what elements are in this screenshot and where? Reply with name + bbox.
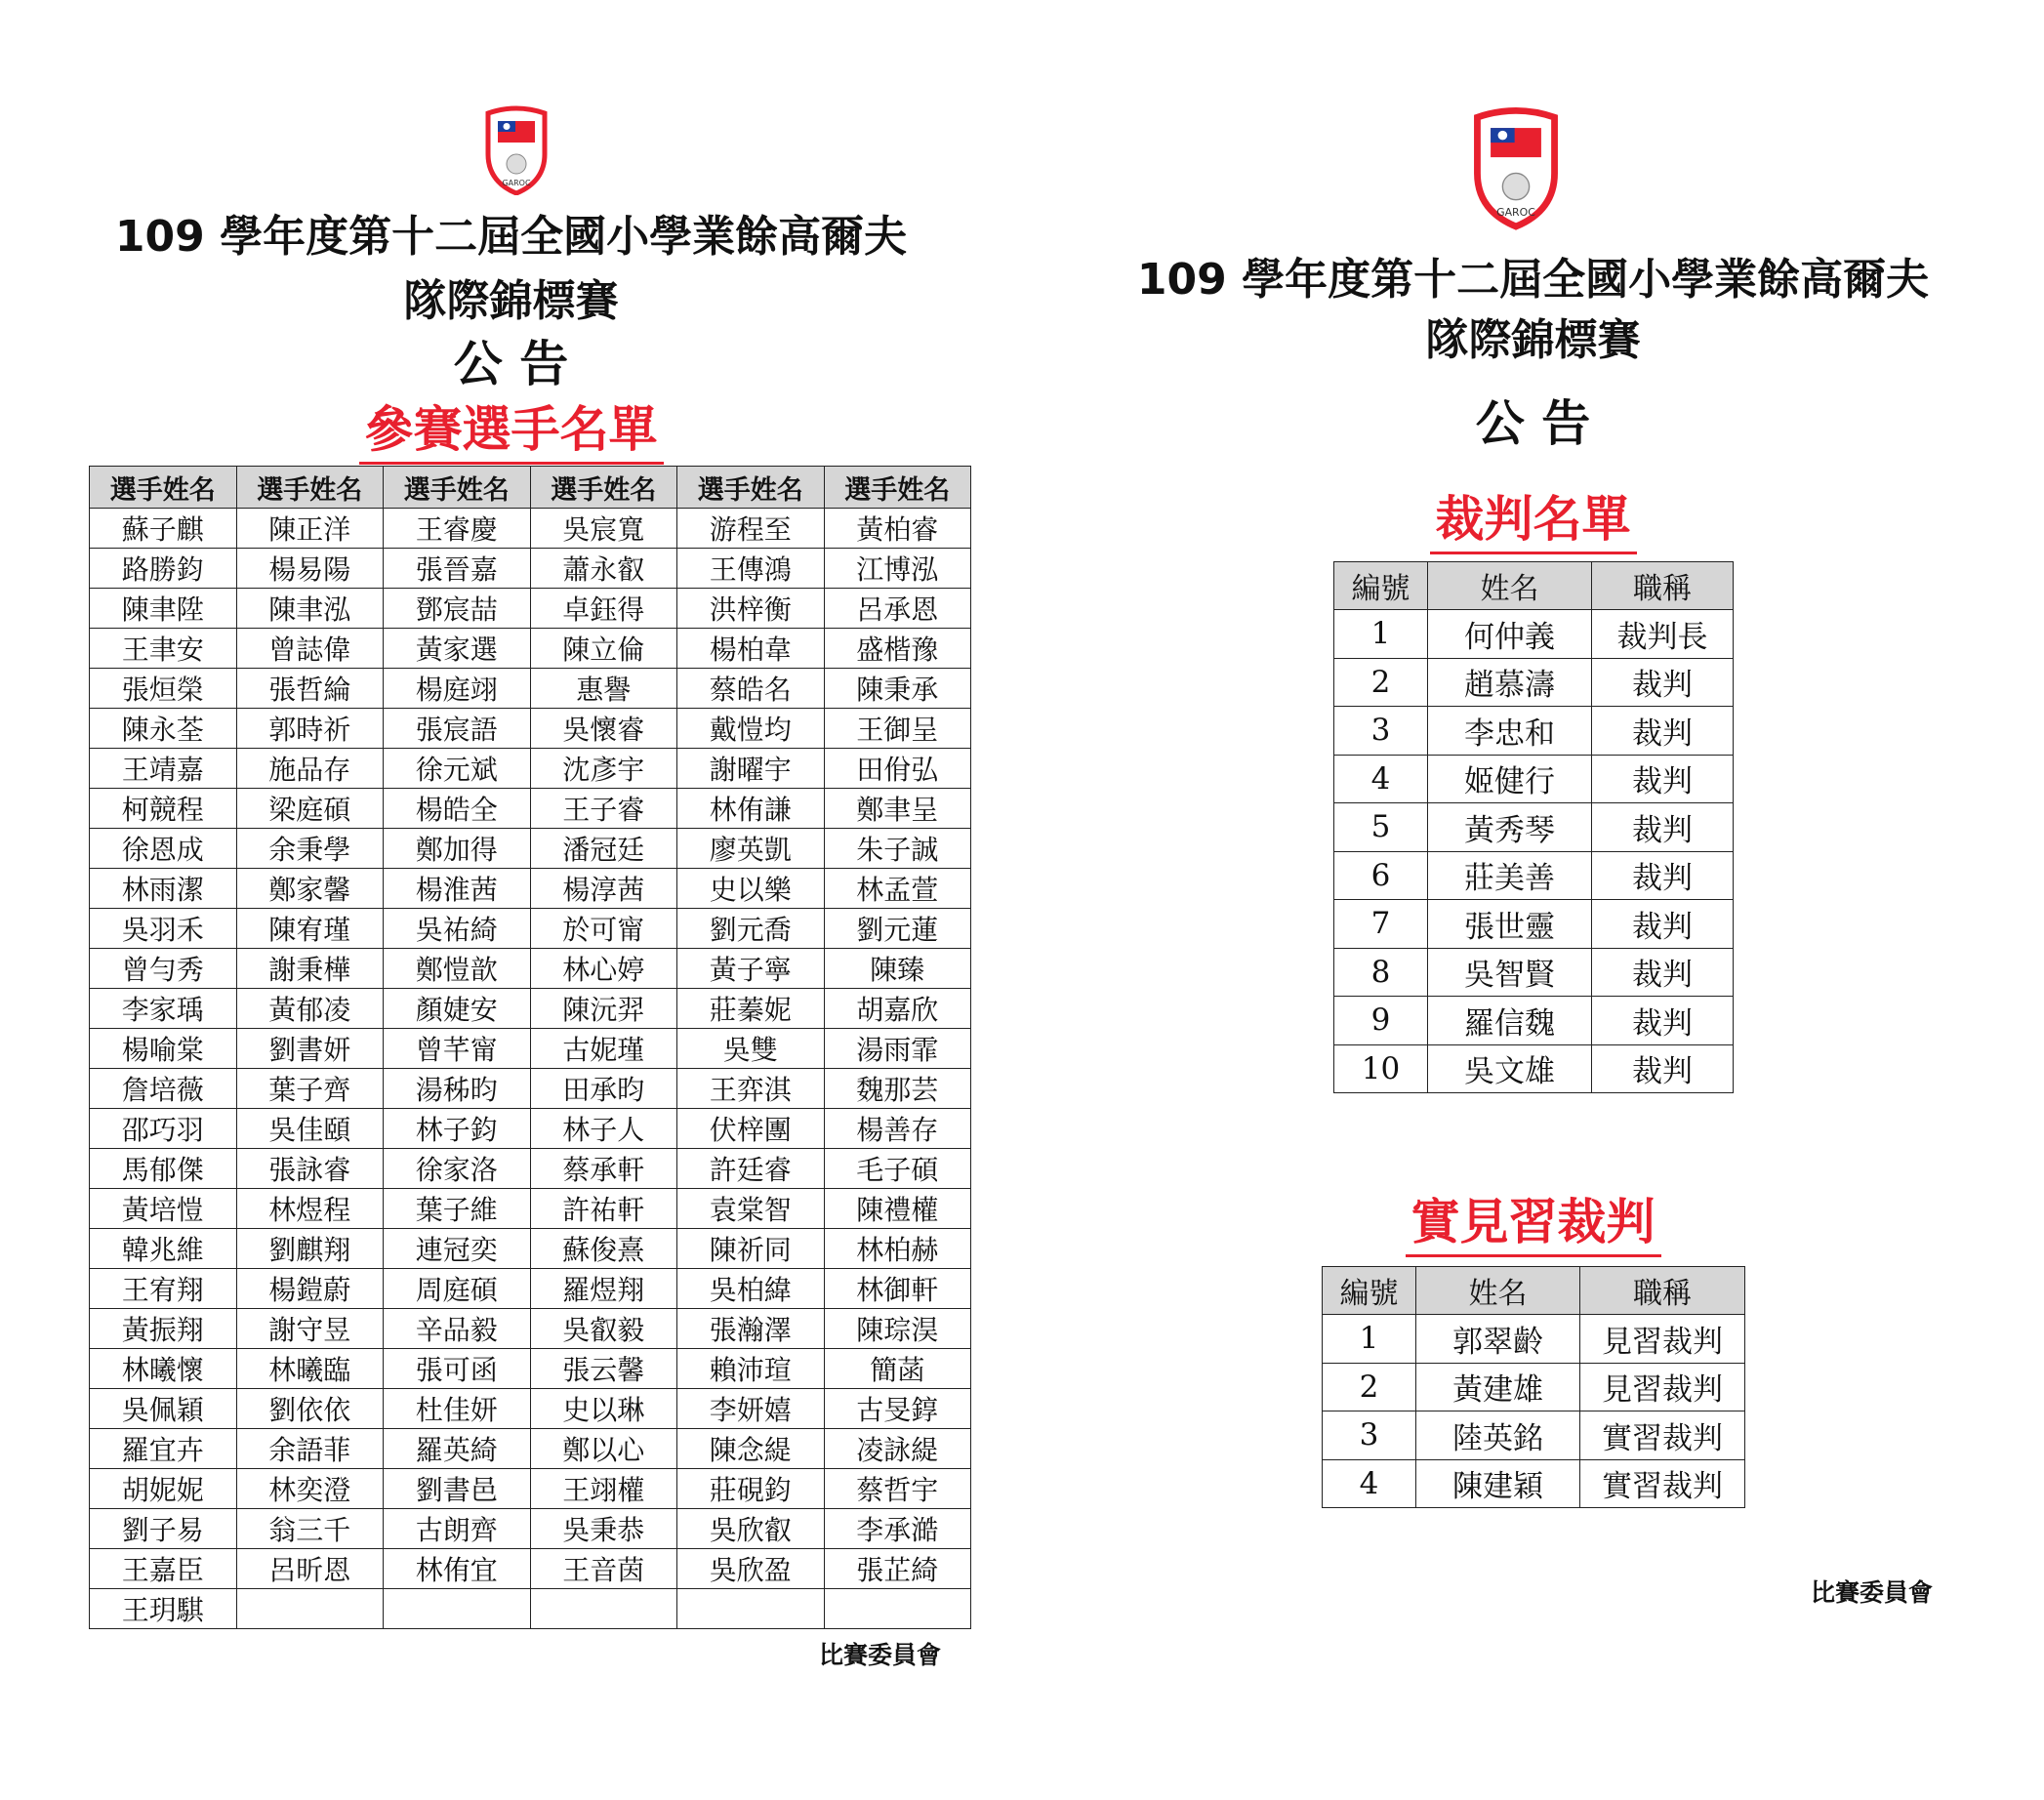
table-cell: 羅宜卉 [90, 1429, 237, 1469]
table-cell: 吳佳頤 [236, 1109, 384, 1149]
table-cell [530, 1589, 677, 1629]
referee-row [1334, 1044, 1734, 1093]
player-row [90, 829, 971, 869]
referee-table [1333, 561, 1734, 1093]
table-cell: 裁判 [1592, 900, 1734, 949]
column-header: 職稱 [1580, 1267, 1745, 1315]
table-cell: 曾勻秀 [90, 949, 237, 989]
table-cell: 辛品毅 [384, 1309, 531, 1349]
table-cell: 陸英銘 [1416, 1411, 1580, 1460]
table-cell: 黃家選 [384, 629, 531, 669]
player-row [90, 1229, 971, 1269]
table-cell: 姬健行 [1428, 755, 1592, 803]
table-cell: 楊淮茜 [384, 869, 531, 909]
players-list-heading [0, 390, 1022, 461]
table-cell: 陳聿泓 [236, 589, 384, 629]
table-cell: 潘冠廷 [530, 829, 677, 869]
table-cell: 徐恩成 [90, 829, 237, 869]
committee-footer: 比賽委員會 [819, 1641, 942, 1669]
table-cell: 李承澔 [824, 1509, 971, 1549]
table-cell: 謝曜宇 [677, 749, 825, 789]
table-cell: 郭翠齡 [1416, 1315, 1580, 1364]
trainee-referee-heading [1022, 1183, 2044, 1253]
table-cell: 吳雙 [677, 1029, 825, 1069]
table-cell: 陳禮權 [824, 1189, 971, 1229]
table-cell: 謝秉樺 [236, 949, 384, 989]
notice-heading: 公 告 [1475, 395, 1591, 452]
table-cell: 路勝鈞 [90, 549, 237, 589]
table-cell: 蘇俊熹 [530, 1229, 677, 1269]
table-cell: 馬郁傑 [90, 1149, 237, 1189]
table-cell: 蘇子麒 [90, 509, 237, 549]
referee-row [1334, 658, 1734, 707]
player-row [90, 869, 971, 909]
player-row [90, 1389, 971, 1429]
right-notice-page [1022, 0, 2044, 1800]
player-row [90, 549, 971, 589]
column-header: 選手姓名 [530, 467, 677, 509]
table-cell: 裁判 [1592, 997, 1734, 1045]
table-cell: 2 [1323, 1363, 1416, 1411]
table-cell: 吳智賢 [1428, 948, 1592, 997]
table-cell: 莊蓁妮 [677, 989, 825, 1029]
table-cell: 魏那芸 [824, 1069, 971, 1109]
table-cell: 鄭以心 [530, 1429, 677, 1469]
table-cell: 吳佩穎 [90, 1389, 237, 1429]
trainee-referee-heading-text: 實見習裁判 [1406, 1194, 1661, 1257]
table-cell: 林子人 [530, 1109, 677, 1149]
player-row [90, 1429, 971, 1469]
table-cell: 羅煜翔 [530, 1269, 677, 1309]
player-row [90, 1189, 971, 1229]
table-cell: 余秉學 [236, 829, 384, 869]
table-cell: 吳欣盈 [677, 1549, 825, 1589]
table-cell: 陳祈同 [677, 1229, 825, 1269]
table-cell: 史以樂 [677, 869, 825, 909]
table-cell: 惠譽 [530, 669, 677, 709]
player-row [90, 909, 971, 949]
table-cell: 曾誌偉 [236, 629, 384, 669]
table-cell: 吳秉恭 [530, 1509, 677, 1549]
table-cell: 2 [1334, 658, 1428, 707]
committee-footer: 比賽委員會 [1811, 1578, 1934, 1607]
player-row [90, 1509, 971, 1549]
table-cell: 4 [1323, 1459, 1416, 1508]
table-cell: 田佾弘 [824, 749, 971, 789]
referee-row [1334, 851, 1734, 900]
table-cell: 徐元斌 [384, 749, 531, 789]
player-row [90, 749, 971, 789]
players-table [89, 466, 971, 1629]
table-cell: 劉依依 [236, 1389, 384, 1429]
table-cell: 林煜程 [236, 1189, 384, 1229]
table-cell: 王翊權 [530, 1469, 677, 1509]
table-cell: 裁判 [1592, 1044, 1734, 1093]
column-header: 編號 [1334, 562, 1428, 610]
table-cell: 3 [1323, 1411, 1416, 1460]
table-cell: 王弈淇 [677, 1069, 825, 1109]
table-cell: 劉書邑 [384, 1469, 531, 1509]
table-cell: 實習裁判 [1580, 1459, 1745, 1508]
table-cell: 1 [1323, 1315, 1416, 1364]
player-row [90, 789, 971, 829]
table-cell: 徐家洛 [384, 1149, 531, 1189]
player-row [90, 1589, 971, 1629]
table-cell: 楊皓全 [384, 789, 531, 829]
table-cell: 張云馨 [530, 1349, 677, 1389]
table-cell: 張哲綸 [236, 669, 384, 709]
table-cell: 胡嘉欣 [824, 989, 971, 1029]
table-cell: 見習裁判 [1580, 1363, 1745, 1411]
table-cell: 李家瑀 [90, 989, 237, 1029]
referee-row [1334, 803, 1734, 852]
table-cell: 王子睿 [530, 789, 677, 829]
table-cell: 莊硯鈞 [677, 1469, 825, 1509]
table-cell [384, 1589, 531, 1629]
table-cell: 韓兆維 [90, 1229, 237, 1269]
logo-text: GAROC [502, 179, 531, 187]
table-cell: 羅英綺 [384, 1429, 531, 1469]
table-cell: 楊柏韋 [677, 629, 825, 669]
page-title-line1: 109 學年度第十二屆全國小學業餘高爾夫 [114, 212, 908, 262]
garoc-shield-logo-icon [1472, 105, 1560, 230]
referee-list-heading [1022, 480, 2044, 551]
table-cell: 葉子齊 [236, 1069, 384, 1109]
table-cell: 邵巧羽 [90, 1109, 237, 1149]
table-cell: 林奕澄 [236, 1469, 384, 1509]
player-row [90, 1029, 971, 1069]
table-cell: 林子鈞 [384, 1109, 531, 1149]
table-cell: 黃培愷 [90, 1189, 237, 1229]
column-header: 編號 [1323, 1267, 1416, 1315]
table-cell: 吳宸寬 [530, 509, 677, 549]
players-header-row [90, 467, 971, 509]
table-cell: 張晉嘉 [384, 549, 531, 589]
table-cell: 王嘉臣 [90, 1549, 237, 1589]
table-cell: 王聿安 [90, 629, 237, 669]
referee-row [1334, 997, 1734, 1045]
table-cell: 凌詠緹 [824, 1429, 971, 1469]
table-cell: 蕭永叡 [530, 549, 677, 589]
trainee-header-row [1323, 1267, 1745, 1315]
player-row [90, 709, 971, 749]
referee-row [1334, 707, 1734, 756]
table-cell: 鄭愷歆 [384, 949, 531, 989]
table-cell: 裁判 [1592, 803, 1734, 852]
table-cell: 郭時祈 [236, 709, 384, 749]
table-cell: 洪梓衡 [677, 589, 825, 629]
table-cell: 湯秭昀 [384, 1069, 531, 1109]
table-cell: 林侑謙 [677, 789, 825, 829]
table-cell: 裁判 [1592, 948, 1734, 997]
player-row [90, 1109, 971, 1149]
player-row [90, 989, 971, 1029]
table-cell: 張世靈 [1428, 900, 1592, 949]
table-cell: 裁判 [1592, 707, 1734, 756]
column-header: 選手姓名 [90, 467, 237, 509]
table-cell: 陳永荃 [90, 709, 237, 749]
table-cell: 袁棠智 [677, 1189, 825, 1229]
table-cell: 張宸語 [384, 709, 531, 749]
table-cell: 劉麒翔 [236, 1229, 384, 1269]
table-cell: 黃秀琴 [1428, 803, 1592, 852]
table-cell: 於可甯 [530, 909, 677, 949]
player-row [90, 1069, 971, 1109]
table-cell: 游程至 [677, 509, 825, 549]
table-cell: 曾芊甯 [384, 1029, 531, 1069]
table-cell: 陳沅羿 [530, 989, 677, 1029]
table-cell: 盛楷豫 [824, 629, 971, 669]
table-cell: 林孟萱 [824, 869, 971, 909]
table-cell: 楊鎧蔚 [236, 1269, 384, 1309]
referee-header-row [1334, 562, 1734, 610]
table-cell: 江博泓 [824, 549, 971, 589]
table-cell: 7 [1334, 900, 1428, 949]
table-cell: 林曦懷 [90, 1349, 237, 1389]
player-row [90, 1309, 971, 1349]
table-cell: 王傳鴻 [677, 549, 825, 589]
column-header: 選手姓名 [236, 467, 384, 509]
table-cell: 楊淳茜 [530, 869, 677, 909]
table-cell: 陳念緹 [677, 1429, 825, 1469]
table-cell: 柯競程 [90, 789, 237, 829]
table-cell: 楊喻棠 [90, 1029, 237, 1069]
table-cell: 黃柏睿 [824, 509, 971, 549]
column-header: 選手姓名 [677, 467, 825, 509]
table-cell: 鄭加得 [384, 829, 531, 869]
column-header: 選手姓名 [824, 467, 971, 509]
table-cell: 林柏赫 [824, 1229, 971, 1269]
player-row [90, 589, 971, 629]
table-cell: 楊易陽 [236, 549, 384, 589]
table-cell: 古朗齊 [384, 1509, 531, 1549]
trainee-row [1323, 1459, 1745, 1508]
table-cell: 3 [1334, 707, 1428, 756]
column-header: 職稱 [1592, 562, 1734, 610]
table-cell: 陳聿陞 [90, 589, 237, 629]
trainee-row [1323, 1363, 1745, 1411]
table-cell: 王御呈 [824, 709, 971, 749]
table-cell: 王睿慶 [384, 509, 531, 549]
player-row [90, 1349, 971, 1389]
player-row [90, 949, 971, 989]
table-cell: 蔡皓名 [677, 669, 825, 709]
table-cell [236, 1589, 384, 1629]
table-cell: 劉書妍 [236, 1029, 384, 1069]
table-cell: 劉元喬 [677, 909, 825, 949]
referee-row [1334, 948, 1734, 997]
table-cell: 林心婷 [530, 949, 677, 989]
table-cell: 8 [1334, 948, 1428, 997]
table-cell: 5 [1334, 803, 1428, 852]
table-cell: 黃振翔 [90, 1309, 237, 1349]
garoc-shield-logo-icon [484, 105, 549, 195]
player-row [90, 1549, 971, 1589]
referee-row [1334, 900, 1734, 949]
column-header: 選手姓名 [384, 467, 531, 509]
table-cell: 黃郁凌 [236, 989, 384, 1029]
table-cell: 裁判 [1592, 658, 1734, 707]
table-cell [677, 1589, 825, 1629]
table-cell: 梁庭碩 [236, 789, 384, 829]
table-cell: 古旻錞 [824, 1389, 971, 1429]
table-cell: 10 [1334, 1044, 1428, 1093]
table-cell: 黃建雄 [1416, 1363, 1580, 1411]
player-row [90, 1469, 971, 1509]
table-cell: 葉子維 [384, 1189, 531, 1229]
table-cell: 連冠奕 [384, 1229, 531, 1269]
trainee-row [1323, 1315, 1745, 1364]
table-cell: 王靖嘉 [90, 749, 237, 789]
table-cell: 楊庭翊 [384, 669, 531, 709]
table-cell: 陳正洋 [236, 509, 384, 549]
table-cell: 翁三千 [236, 1509, 384, 1549]
table-cell: 陳臻 [824, 949, 971, 989]
table-cell: 羅信魏 [1428, 997, 1592, 1045]
table-cell: 林御軒 [824, 1269, 971, 1309]
referee-row [1334, 610, 1734, 659]
table-cell: 周庭碩 [384, 1269, 531, 1309]
table-cell: 賴沛瑄 [677, 1349, 825, 1389]
page-title-line2: 隊際錦標賽 [403, 276, 619, 326]
table-cell: 卓鈺得 [530, 589, 677, 629]
table-cell: 蔡承軒 [530, 1149, 677, 1189]
table-cell: 鄧宸喆 [384, 589, 531, 629]
table-cell: 陳建穎 [1416, 1459, 1580, 1508]
table-cell [824, 1589, 971, 1629]
table-cell: 王音茵 [530, 1549, 677, 1589]
logo-text: GAROC [1496, 206, 1535, 220]
page-title-line1: 109 學年度第十二屆全國小學業餘高爾夫 [1136, 255, 1930, 305]
table-cell: 陳立倫 [530, 629, 677, 669]
table-cell: 李妍嬉 [677, 1389, 825, 1429]
table-cell: 張詠睿 [236, 1149, 384, 1189]
player-row [90, 669, 971, 709]
table-cell: 杜佳妍 [384, 1389, 531, 1429]
table-cell: 實習裁判 [1580, 1411, 1745, 1460]
table-cell: 蔡哲宇 [824, 1469, 971, 1509]
table-cell: 呂承恩 [824, 589, 971, 629]
player-row [90, 509, 971, 549]
table-cell: 余語菲 [236, 1429, 384, 1469]
referee-list-heading-text: 裁判名單 [1430, 491, 1637, 554]
player-row [90, 629, 971, 669]
page-title-line2: 隊際錦標賽 [1425, 315, 1641, 365]
table-cell: 吳柏緯 [677, 1269, 825, 1309]
table-cell: 湯雨霏 [824, 1029, 971, 1069]
table-cell: 詹培薇 [90, 1069, 237, 1109]
table-cell: 何仲義 [1428, 610, 1592, 659]
table-cell: 朱子誠 [824, 829, 971, 869]
table-cell: 廖英凱 [677, 829, 825, 869]
table-cell: 李忠和 [1428, 707, 1592, 756]
trainee-referee-table [1322, 1266, 1745, 1508]
trainee-row [1323, 1411, 1745, 1460]
table-cell: 謝守昱 [236, 1309, 384, 1349]
table-cell: 陳秉承 [824, 669, 971, 709]
table-cell: 鄭聿呈 [824, 789, 971, 829]
table-cell: 張烜榮 [90, 669, 237, 709]
notice-heading: 公 告 [453, 336, 569, 392]
player-row [90, 1149, 971, 1189]
table-cell: 裁判 [1592, 851, 1734, 900]
table-cell: 林雨潔 [90, 869, 237, 909]
table-cell: 王玥騏 [90, 1589, 237, 1629]
player-row [90, 1269, 971, 1309]
table-cell: 許廷睿 [677, 1149, 825, 1189]
column-header: 姓名 [1428, 562, 1592, 610]
table-cell: 見習裁判 [1580, 1315, 1745, 1364]
table-cell: 1 [1334, 610, 1428, 659]
table-cell: 顏婕安 [384, 989, 531, 1029]
table-cell: 林曦臨 [236, 1349, 384, 1389]
table-cell: 沈彥宇 [530, 749, 677, 789]
table-cell: 鄭家馨 [236, 869, 384, 909]
table-cell: 4 [1334, 755, 1428, 803]
table-cell: 9 [1334, 997, 1428, 1045]
table-cell: 施品存 [236, 749, 384, 789]
table-cell: 陳琮淏 [824, 1309, 971, 1349]
table-cell: 史以琳 [530, 1389, 677, 1429]
table-cell: 田承昀 [530, 1069, 677, 1109]
table-cell: 林侑宜 [384, 1549, 531, 1589]
table-cell: 6 [1334, 851, 1428, 900]
table-cell: 簡菡 [824, 1349, 971, 1389]
table-cell: 吳羽禾 [90, 909, 237, 949]
table-cell: 古妮瑾 [530, 1029, 677, 1069]
table-cell: 呂昕恩 [236, 1549, 384, 1589]
table-cell: 吳文雄 [1428, 1044, 1592, 1093]
table-cell: 黃子寧 [677, 949, 825, 989]
table-cell: 王宥翔 [90, 1269, 237, 1309]
referee-row [1334, 755, 1734, 803]
table-cell: 趙慕濤 [1428, 658, 1592, 707]
table-cell: 毛子碩 [824, 1149, 971, 1189]
table-cell: 陳宥瑾 [236, 909, 384, 949]
table-cell: 裁判長 [1592, 610, 1734, 659]
table-cell: 張可函 [384, 1349, 531, 1389]
players-list-heading-text: 參賽選手名單 [359, 401, 664, 465]
table-cell: 戴愷均 [677, 709, 825, 749]
column-header: 姓名 [1416, 1267, 1580, 1315]
table-cell: 吳祐綺 [384, 909, 531, 949]
table-cell: 楊善存 [824, 1109, 971, 1149]
table-cell: 張芷綺 [824, 1549, 971, 1589]
table-cell: 伏梓團 [677, 1109, 825, 1149]
table-cell: 莊美善 [1428, 851, 1592, 900]
table-cell: 許祐軒 [530, 1189, 677, 1229]
table-cell: 劉子易 [90, 1509, 237, 1549]
table-cell: 吳懷睿 [530, 709, 677, 749]
table-cell: 吳叡毅 [530, 1309, 677, 1349]
table-cell: 胡妮妮 [90, 1469, 237, 1509]
table-cell: 劉元蓮 [824, 909, 971, 949]
table-cell: 吳欣叡 [677, 1509, 825, 1549]
table-cell: 裁判 [1592, 755, 1734, 803]
table-cell: 張瀚澤 [677, 1309, 825, 1349]
